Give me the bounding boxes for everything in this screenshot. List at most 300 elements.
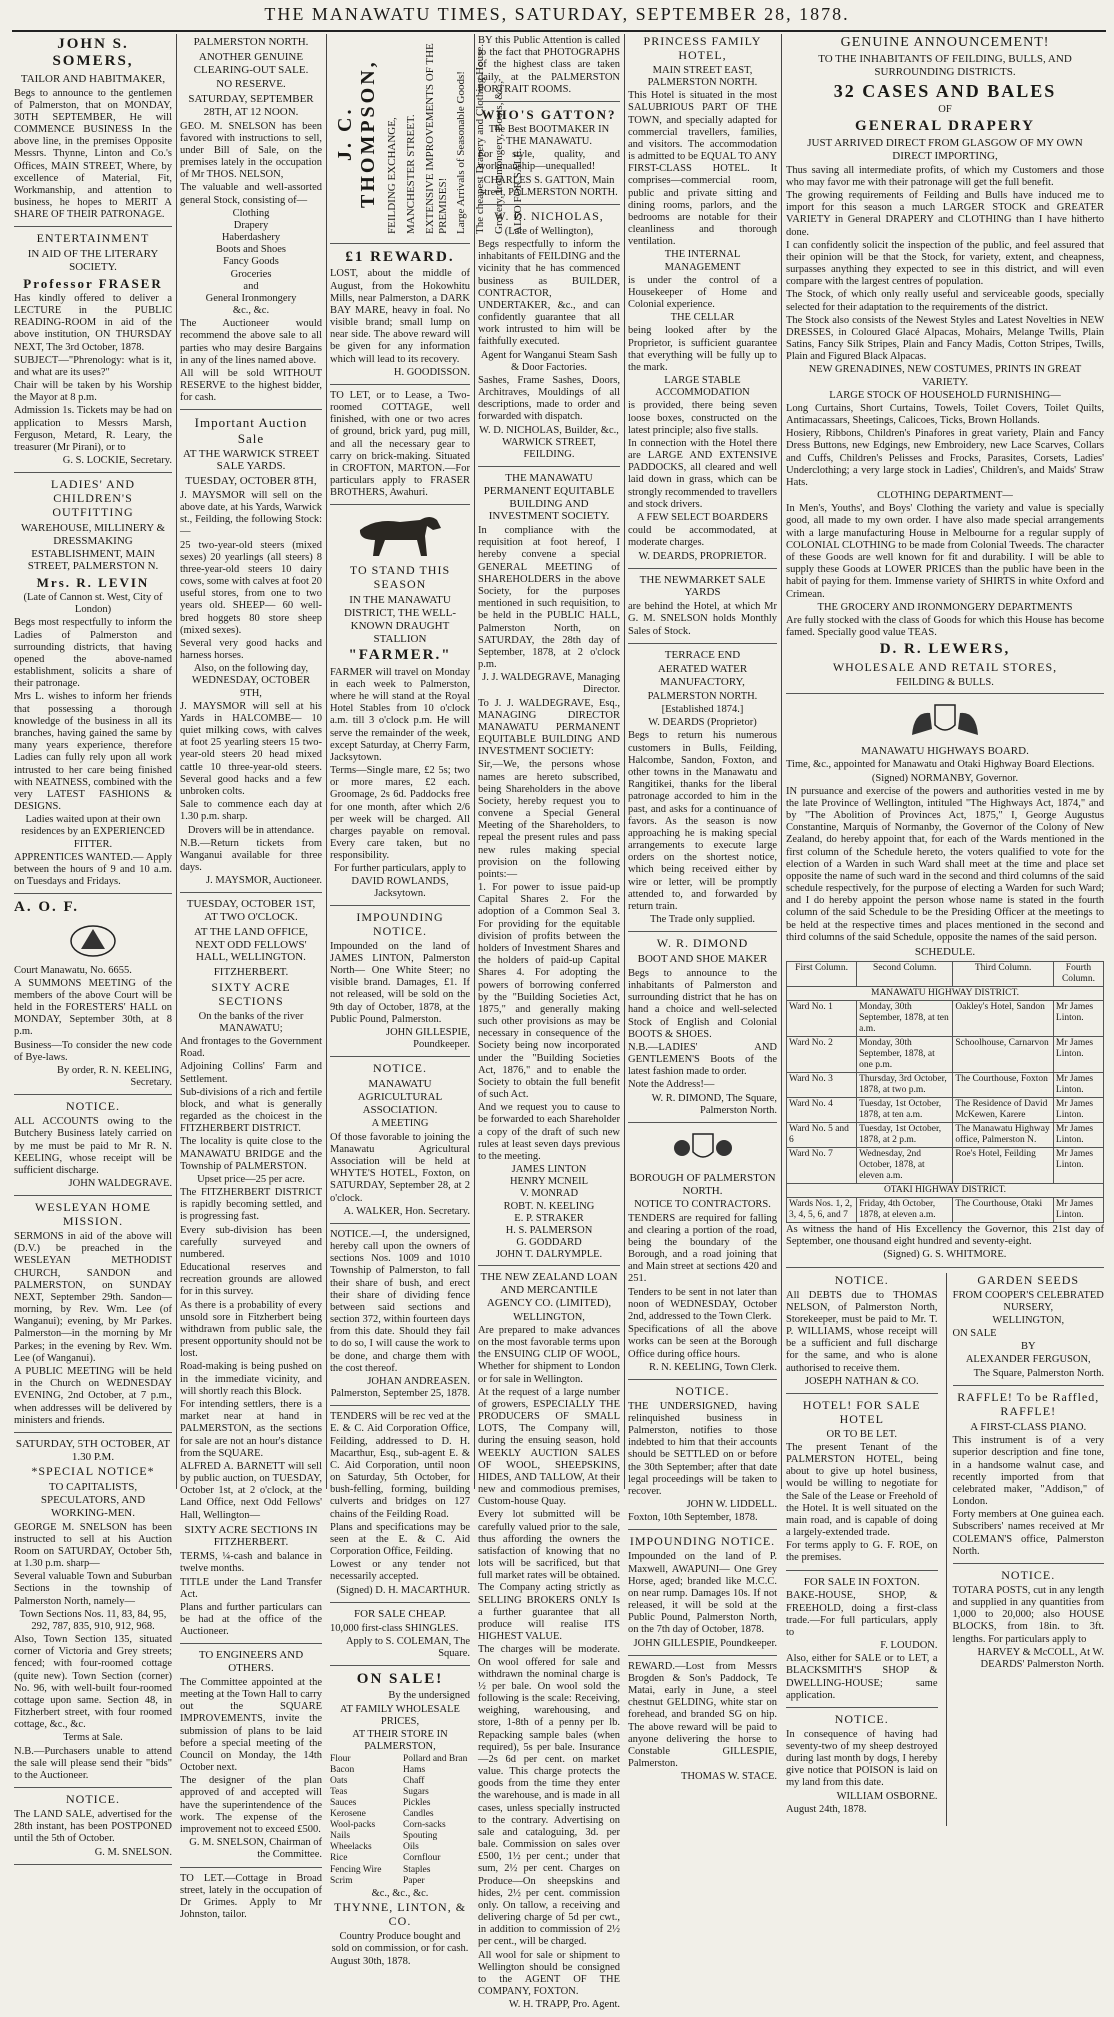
ad-body: In consequence of having had seventy-two of my sheep destroyed during last month by dogs, I hereby give notice that POISON is laid on my land from this date. <box>786 1728 938 1789</box>
ad-title: SIXTY ACRE SECTIONS <box>211 979 291 1008</box>
ad-body: In compliance with the requisition at foot hereof, I hereby convene a special GENERAL MEETING of SHAREHOLDERS in the above Society, for the purposes mentioned in such requisition, to be held in the PUBLIC HALL, Palmerston North, on SATURDAY, the 28th day of September, 1878, at 2 o'clock p.m. <box>478 525 620 671</box>
ad-title: HOTEL! FOR SALE HOTEL <box>802 1397 921 1426</box>
ad-auction-warwick <box>180 415 322 893</box>
ad-body: All wool for sale or shipment to Wellington should be consigned to the AGENT OF THE COMPANY, FOXTON. <box>478 1949 620 1998</box>
royal-arms-icon <box>900 699 990 741</box>
ad-subtitle: FEILDING & BULLS. <box>896 676 994 688</box>
ad-title: TO STAND THIS SEASON <box>349 563 451 592</box>
ad-subtitle: WELLINGTON, <box>992 1314 1065 1326</box>
ad-body: Also, on the following day, WEDNESDAY, OCTOBER 9TH, <box>191 663 311 699</box>
ad-body: This instrument is of a very superior description and fine tone, in a handsome walnut case, and recently imported from that celebrated maker, "Addison," of London. <box>952 1435 1104 1508</box>
ad-body: being looked after by the Proprietor, is sufficient guarantee that everything will be fully up to the mark. <box>628 325 777 373</box>
schedule-title: SCHEDULE. <box>914 946 976 958</box>
ad-body: TITLE under the Land Transfer Act. <box>180 1576 322 1600</box>
stock-item: Boots and Shoes <box>215 244 286 256</box>
ad-signature: JOHAN ANDREASEN. Palmerston, September 25, 1878. <box>330 1375 470 1400</box>
ad-signature: R. N. KEELING, Town Clerk. <box>649 1361 777 1373</box>
ad-body: TENDERS will be rec ved at the E. & C. Aid Corporation Office, Feilding, addressed to D. H. Macarthur, Esq., sub-agent E. & C. Aid Corporation, until noon on Saturday, 5th October, for bush-felling, forming, building culverts and bridges on 127 chains of the Feilding Road. <box>330 1411 470 1520</box>
ad-body: Has kindly offered to deliver a LECTURE in the PUBLIC READING-ROOM in aid of the above institution, ON THURSDAY NEXT, The 3rd October, 1878. <box>14 292 172 353</box>
ad-body: The present Tenant of the PALMERSTON HOTEL, being about to give up hotel business, would be willing to negotiate for the Sale of the Lease or Freehold of the Hotel. It is well situated on the main road, and is capable of doing a largely-extended trade. <box>786 1441 938 1539</box>
ad-body: LOST, about the middle of August, from the Hokowhitu Mills, near Palmerston, a DARK BAY MARE, heavy in foal. No visible brand; small lump on near side. The above reward will be given for any information which will lead to its recovery. <box>330 268 470 365</box>
ad-body: N.B.—Return tickets from Wanganui available for three days. <box>180 837 322 874</box>
ad-title: FOR SALE CHEAP. <box>354 1607 446 1620</box>
signatory: H. S. PALMERSON <box>505 1224 593 1236</box>
ad-title: NOTICE. <box>1001 1567 1056 1582</box>
table-cell: Ward No. 1 <box>787 1000 857 1036</box>
ad-subtitle: AT THE WARWICK STREET SALE YARDS. <box>183 447 319 473</box>
table-cell: The Residence of David McKewen, Karere <box>953 1097 1054 1122</box>
ad-body: Road-making is being pushed on in the immediate vicinity, and will shortly reach this Block. <box>180 1361 322 1397</box>
ad-body: All DEBTS due to THOMAS NELSON, of Palmerston North, Storekeeper, must be paid to Mr. T. P. WILLIAMS, whose receipt will be a sufficient and full discharge for the same, and who is alone authorised to receive them. <box>786 1289 938 1374</box>
ad-body: Also, Town Section 135, situated corner of Victoria and Grey streets; fenced; with four-roomed cottage (quite new). Town Section (corner) No. 96, with well-built four-roomed cottage upon same. Section 48, in Fitzherbert street, with four roomed cottage, &c., &c. <box>14 1634 172 1731</box>
ad-title: NOTICE. <box>66 1792 120 1807</box>
ad-body: is provided, there being seven loose boxes, constructed on the latest principle; also five stalls. <box>628 400 777 436</box>
ad-signature: CHARLES S. GATTON, Main street, PALMERSTON NORTH. <box>480 174 618 198</box>
ad-body: Business—To consider the new code of Bye-laws. <box>14 1039 172 1063</box>
ad-body: All will be sold WITHOUT RESERVE to the highest bidder, for cash. <box>180 367 322 404</box>
table-row <box>787 1072 1104 1097</box>
ad-body: As witness the hand of His Excellency the Governor, this 21st day of September, one thousand eight hundred and seventy-eight. <box>786 1224 1104 1248</box>
ad-title: IMPOUNDING NOTICE. <box>629 1534 776 1549</box>
table-cell: Thursday, 3rd October, 1878, at two p.m. <box>857 1072 953 1097</box>
ad-body: Impounded on the land of P. Maxwell, AWAPUNI— One Grey Horse, aged; branded like M.C.C. on near rump. Damages 10s. If not released, it will be sold at the Public Pound, Palmerston North, on the 7th day of October, 1878. <box>628 1551 777 1636</box>
goods-item: Chaff <box>403 1776 425 1787</box>
ad-signature: JOHN GILLESPIE, Poundkeeper. <box>633 1637 777 1649</box>
ad-andreasen <box>330 1229 470 1406</box>
ad-body: Begs to announce to the inhabitants of Palmerston and surrounding district that he has on hand a choice and well-selected Stock of English and Colonial BOOTS & SHOES. <box>628 967 777 1040</box>
ad-body: APPRENTICES WANTED.— Apply between the hours of 9 and 10 a.m. on Tuesdays and Fridays. <box>14 851 172 888</box>
table-cell: Ward No. 4 <box>787 1097 857 1122</box>
ad-signature: A. WALKER, Hon. Secretary. <box>343 1205 470 1217</box>
ad-body: THE UNDERSIGNED, having relinquished business in Palmerston, notifies to those indebted to him that their accounts should be SETTLED on or before the 30th September; after that date legal proceedings will be taken to recover. <box>628 1400 777 1497</box>
ad-body: Note the Address!— <box>628 1079 715 1091</box>
ad-fitzherbert <box>180 898 322 1644</box>
ad-title: TERRACE END <box>664 648 741 661</box>
ad-body: Impounded on the land of JAMES LINTON, Palmerston North— One White Steer; no visible brand. Damages, £1. If not released, will be sold on the 9th day of October, 1878, at the Public Pound, Palmerston. <box>330 940 470 1025</box>
table-cell: Mr James Linton. <box>1053 1147 1103 1183</box>
ad-signature: (Signed) NORMANBY, Governor. <box>871 772 1019 784</box>
ad-signature: (Signed) G. S. WHITMORE. <box>883 1249 1007 1261</box>
table-cell: Ward No. 2 <box>787 1036 857 1072</box>
ad-title: Important Auction Sale <box>194 415 308 446</box>
ad-body: The LAND SALE, advertised for the 28th instant, has been POSTPONED until the 5th of October. <box>14 1809 172 1845</box>
column-2 <box>180 34 323 1921</box>
ad-signature: W. H. TRAPP, Pro. Agent. <box>508 1999 620 2011</box>
column-rule <box>781 34 782 1489</box>
ad-heading: THE GROCERY AND IRONMONGERY DEPARTMENTS <box>817 601 1073 613</box>
ad-body: Drovers will be in attendance. <box>187 824 315 836</box>
ad-body: is under the control of a Housekeeper of Home and Colonial experience. <box>628 274 777 311</box>
ad-signature: J. MAYSMOR, Auctioneer. <box>206 875 322 887</box>
goods-left <box>330 1754 397 1886</box>
ad-body: TO LET, or to Lease, a Two-roomed COTTAGE, well finished, with one or two acres of ground, brick yard, pug mill, and all the necessary gear to carry on brick-making. Situated in CROFTON, MARTON.—For particulars apply to FRASER BROTHERS, Awahuri. <box>330 389 470 499</box>
ad-on-sale <box>330 1671 470 1973</box>
ad-dimond <box>628 937 777 1123</box>
goods-item: Teas <box>330 1787 348 1798</box>
ad-body: BY <box>1020 1341 1036 1353</box>
ad-title: IMPOUNDING NOTICE. <box>356 909 444 938</box>
ad-title: PRINCESS FAMILY HOTEL, <box>643 34 762 62</box>
signatory: JAMES LINTON <box>511 1164 587 1176</box>
stock-item: &c., &c. <box>232 305 270 317</box>
ad-body: TOTARA POSTS, cut in any length and supplied in any quantities from 1,000 to 20,000; also HOUSE BLOCKS, from 18in. to 3ft. lengths. For particulars apply to <box>952 1584 1104 1645</box>
ad-body: TERMS, ¼-cash and balance in twelve months. <box>180 1551 322 1575</box>
ad-impounding-2 <box>628 1535 777 1655</box>
proprietor-name: Mrs. R. LEVIN <box>36 575 150 591</box>
ad-levin <box>14 478 172 894</box>
ad-body: Ladies waited upon at their own residences by an EXPERIENCED FITTER. <box>21 814 165 850</box>
ad-subtitle: MAIN STREET EAST, PALMERSTON NORTH. <box>647 64 758 88</box>
ad-body: Every lot submitted will be carefully valued prior to the sale, thus affording the owners the satisfaction of knowing that no lots will be sacrificed, but that full market rates will be obtained. The Company acting strictly as SELLING BROKERS ONLY Is a further guarantee that all produce will realise ITS HIGHEST VALUE. <box>478 1509 620 1643</box>
ad-notice-waldegrave <box>14 1100 172 1196</box>
ad-body: J. MAYSMOR will sell at his Yards in HALCOMBE— 10 quiet milking cows, with calves at foot 25 yearling steers 15 two-year-old steers 20 head mixed cattle 10 three-year-old steers. Several good hacks and a few unbroken colts. <box>180 700 322 797</box>
ad-heading: NEW GRENADINES, NEW COSTUMES, PRINTS IN GREAT VARIETY. <box>808 364 1082 388</box>
ad-body: Admission 1s. Tickets may be had on application to Messrs Marsh, Ferguson, Metard, R. Leary, the treasurer (Mr Pirani), or to <box>14 405 172 453</box>
signatory: E. P. STRAKER <box>514 1212 584 1224</box>
goods-item: Sugars <box>403 1787 429 1798</box>
ad-title: FOR SALE IN FOXTON. <box>803 1575 920 1588</box>
column-rule <box>326 34 327 1489</box>
ad-signature: W. R. DIMOND, The Square, Palmerston North. <box>651 1092 777 1116</box>
table-cell: Ward No. 7 <box>787 1147 857 1183</box>
signatory: ROBT. N. KEELING <box>503 1200 595 1212</box>
ad-date: SATURDAY, SEPTEMBER 28TH, AT 12 NOON. <box>188 93 314 118</box>
table-header: Second Column. <box>857 961 953 986</box>
ad-title: MANAWATU HIGHWAYS BOARD. <box>861 744 1029 757</box>
table-row <box>787 1000 1104 1036</box>
ad-body: AT FAMILY WHOLESALE PRICES, <box>340 1703 460 1727</box>
goods-item: Oats <box>330 1776 348 1787</box>
ad-body: Hosiery, Ribbons, Children's Pinafores in great variety, Plain and Fancy Dress Buttons, new Edgings, new Embroidery, new Lace Scarves, Collars and Cuffs, Children's Pelisses and Frocks, Parasites, Corsets, Ladies' Underclothing; a very large stock in Ladies', Children's, and Maids' Straw Hats. <box>786 428 1104 488</box>
ad-signature: (Signed) D. H. MACARTHUR. <box>336 1584 470 1596</box>
ad-heading: A FEW SELECT BOARDERS <box>636 512 769 523</box>
stock-item: Groceries <box>230 268 272 280</box>
column-rule <box>176 34 177 1489</box>
ad-newmarket <box>628 574 777 644</box>
ad-raffle <box>953 1391 1105 1564</box>
goods-item: Flour <box>330 1754 351 1765</box>
ad-highways-board <box>786 699 1104 1268</box>
speaker-name: Professor FRASER <box>23 275 163 291</box>
ad-title: NOTICE. <box>834 1272 889 1287</box>
ad-signature: F. LOUDON. <box>880 1640 938 1652</box>
ad-body: Specifications of all the above works can be seen at the Borough Office during office hours. <box>628 1324 777 1360</box>
ad-title: SATURDAY, 5TH OCTOBER, AT 1.30 P.M. <box>15 1437 171 1463</box>
ad-heading: CLOTHING DEPARTMENT— <box>877 490 1013 502</box>
ad-body: AT THEIR STORE IN PALMERSTON, <box>352 1729 448 1753</box>
stock-item: and <box>243 280 259 292</box>
table-cell: Monday, 30th September, 1878, at ten a.m. <box>857 1000 953 1036</box>
column-4 <box>478 34 620 2011</box>
ad-body: Are fully stocked with the class of Goods for which this House has become famed. Specially good value TEAS. <box>786 614 1104 639</box>
table-cell: Tuesday, 1st October, 1878, at ten a.m. <box>857 1097 953 1122</box>
ad-body: Chair will be taken by his Worship the Mayor at 8 p.m. <box>14 380 172 404</box>
table-cell: Ward No. 3 <box>787 1072 857 1097</box>
ad-reward <box>330 249 470 385</box>
ad-body: Time, &c., appointed for Manawatu and Otaki Highway Board Elections. <box>786 759 1095 771</box>
ad-subtitle: TO THE INHABITANTS OF FEILDING, BULLS, AND SURROUNDING DISTRICTS. <box>818 53 1072 78</box>
ad-borough <box>628 1128 777 1380</box>
column-5 <box>628 34 777 1783</box>
ad-body: The Stock, of which only really useful and serviceable goods, specially selected for their adaptation to the requirements of the district. <box>786 289 1104 313</box>
stock-item: Fancy Goods <box>223 256 279 268</box>
ad-body: 1. For power to issue paid-up Capital Shares 2. For the adoption of a Common Seal 3. For providing for the equitable division of profits between the holders of Investment Shares and the holders of paid-up Capital Shares 4. For adopting the powers of borrowing conferred by the "Building Societies Act, 1875," and generally making such other provisions as may be necessary in consequence of the Society being now incorporated under the "Building Societies Act, 1876," and to enable the Society to obtain the full benefit of such Act. <box>478 882 620 1101</box>
column-6 <box>786 34 1104 1815</box>
ad-subtitle: *SPECIAL NOTICE* <box>31 1464 155 1479</box>
ad-body: Plans and further particulars can be had at the office of the Auctioneer. <box>180 1601 322 1638</box>
bottom-left <box>786 1273 938 1826</box>
ad-body: Town Sections Nos. 11, 83, 84, 95, 292, 787, 835, 910, 912, 968. <box>19 1608 167 1632</box>
table-cell: The Courthouse, Otaki <box>953 1198 1054 1223</box>
ad-signature: HARVEY & McCOLL, At W. DEARDS' Palmerston North. <box>977 1646 1104 1670</box>
ad-body: &c., &c., &c. <box>371 1887 429 1899</box>
ad-signature: J. J. WALDEGRAVE, Managing Director. <box>482 672 620 696</box>
goods-item: Candles <box>403 1809 434 1820</box>
ad-date: TUESDAY, OCTOBER 1ST, AT TWO O'CLOCK. <box>186 898 316 924</box>
ad-body: The Stock also consists of the Newest Styles and Latest Novelties in NEW DRESSES, in Coloured Glacé Alpacas, Mohairs, Melange Twills, Plain Satins, Fancy Silk Stripes, Plain and Fancy Madis, Cotton Stripes, Twills, Plain and Figured Black Alpacas. <box>786 314 1104 363</box>
ad-nicholas <box>478 210 620 467</box>
goods-item: Staples <box>403 1864 431 1875</box>
ad-subtitle: WHOLESALE AND RETAIL STORES, <box>832 659 1058 674</box>
stock-item: Haberdashery <box>221 232 281 244</box>
ad-thompson <box>330 34 524 244</box>
ad-body: Mrs L. wishes to inform her friends that possessing a thorough knowledge of the business in all its branches, having gained the same by many years experience, therefore Ladies can fully rely upon all work intrusted to her care being finished with NEATNESS, combined with the very LATEST FASHIONS & DESIGNS. <box>14 691 172 813</box>
table-cell: Friday, 4th October, 1878, at eleven a.m. <box>857 1198 953 1223</box>
ad-lewers-drapery <box>786 35 1104 694</box>
ad-reward-2 <box>628 1661 777 1789</box>
ad-body: ON SALE <box>952 1328 997 1340</box>
ad-subtitle: AERATED WATER MANUFACTORY, <box>657 663 748 689</box>
goods-item: Corn-sacks <box>403 1820 446 1831</box>
table-cell: Ward No. 5 and 6 <box>787 1122 857 1147</box>
table-row <box>787 1097 1104 1122</box>
ad-title: TO ENGINEERS AND OTHERS. <box>198 1649 304 1675</box>
ad-subtitle: By the undersigned <box>388 1690 470 1702</box>
ad-body: Begs respectfully to inform the inhabitants of FEILDING and the vicinity that he has commenced business as BUILDER, CONTRACTOR, UNDERTAKER, &c., and can confidently guarantee that all work intrusted to him will be faithfully executed. <box>478 239 620 348</box>
ad-subtitle: TAILOR AND HABITMAKER, <box>20 72 166 85</box>
ad-body: At the request of a large number of growers, ESPECIALLY THE PRODUCERS OF SMALL LOTS, The Company will, during the ensuing season, hold WEEKLY AUCTION SALES OF WOOL, SHEEPSKINS, HIDES, AND TALLOW, At their new and commodious premises, Custom-house Quay. <box>478 1386 620 1508</box>
ad-agricultural <box>330 1062 470 1224</box>
goods-item: Rice <box>330 1853 348 1864</box>
table-section-row <box>787 986 1104 1000</box>
ad-body: TO LET.—Cottage in Broad street, lately in the occupation of Dr Grimes. Apply to Mr Johnston, tailor. <box>180 1872 322 1921</box>
ad-body: FARMER will travel on Monday in each week to Palmerston, where he will stand at the Royal Hotel Stables from 10 o'clock a.m. till 3 o'clock p.m. He will serve the remainder of the week, except Saturday, at Cherry Farm, Jacksytown. <box>330 666 470 763</box>
table-row <box>787 1147 1104 1183</box>
ad-body: IN pursuance and exercise of the powers and authorities vested in me by the late Province of Wellington, intituled "The Highways Act, 1874," and by "The Abolition of Provinces Act, 1875," I, George Augustus Constantine, Marquis of Normanby, the Governor of the Colony of New Zealand, do hereby appoint that, for each of the Wards mentioned in the first column of the Schedule hereto, the voters qualified to vote for the election of a Warden in such Ward shall meet at the time and place set opposite the name of such ward in the second and third columns of the said schedule respectively, for the purpose of electing a Warden for such Ward; and I do hereby appoint the person whose name is stated in the fourth column of the said Schedule to be the Presiding Officer at the meetings to be held at the respective times and places mentioned in the second and third columns of the said Schedule, opposite the names of the said person. <box>786 785 1104 943</box>
table-cell: Mr James Linton. <box>1053 1198 1103 1223</box>
ad-signature: G. S. LOCKIE, Secretary. <box>62 455 172 467</box>
ad-subtitle: [Established 1874.] <box>661 704 744 716</box>
ad-body: The Square, Palmerston North. <box>973 1367 1104 1379</box>
goods-item: Bacon <box>330 1765 355 1776</box>
ad-title: THE MANAWATU PERMANENT EQUITABLE BUILDING AND INVESTMENT SOCIETY. <box>483 472 615 523</box>
goods-item: Wool-packs <box>330 1820 376 1831</box>
ad-body: In Men's, Youths', and Boys' Clothing the variety and value is specially good, all made to my own order. I have also made special arrangements with a large manufacturing House in Melbourne for a regular supply of COLONIAL CLOTHING to be made from Colonial Tweeds. The character of these Goods are well known for fit and durability. I will be able to supply these Goods at LOWER PRICES than the public have been in the habit of paying for them. Immense variety of SHIRTS in white Oxford and Crimean. <box>786 503 1104 600</box>
table-cell: Oakley's Hotel, Sandon <box>953 1000 1054 1036</box>
ad-liddell <box>628 1385 777 1531</box>
goods-item: Oils <box>403 1842 419 1853</box>
ad-garden-seeds <box>953 1274 1105 1386</box>
ad-body: GEO. M. SNELSON has been favored with instructions to sell, under Bill of Sale, on the premises lately in the occupation of Mr THOS. NELSON, <box>180 120 322 181</box>
ad-body: In connection with the Hotel there are LARGE AND EXTENSIVE PADDOCKS, all cleared and well laid down in grass, which can be strongly recommended to travellers and stock drivers. <box>628 437 777 510</box>
table-cell: Schoolhouse, Carnarvon <box>953 1036 1054 1072</box>
ad-princess-hotel <box>628 35 777 569</box>
ad-shingles <box>330 1608 470 1666</box>
ad-subtitle: PALMERSTON NORTH. <box>647 690 758 702</box>
ad-body: N.B.—Purchasers unable to attend the sale will please send their "bids" to the Auctioneer. <box>14 1745 172 1781</box>
ad-body: The Auctioneer would recommend the above sale to all parties who may desire Bargains in any of the lines named above. <box>180 318 322 366</box>
ad-body: Of those favorable to joining the Manawatu Agricultural Association will be held at WHYTE'S HOTEL, Foxton, on SATURDAY, September 28, at 2 o'clock. <box>330 1131 470 1204</box>
horse-icon <box>345 510 455 560</box>
ad-line: Large Arrivals of Seasonable Goods! <box>455 71 468 234</box>
ad-line: FEILDING EXCHANGE, <box>386 117 399 234</box>
ad-body: (Late of Cannon st. West, City of London) <box>23 592 163 616</box>
ad-title: RAFFLE! To be Raffled, RAFFLE! <box>957 1389 1100 1418</box>
goods-item: Spouting <box>403 1831 438 1842</box>
ad-title: JOHN S. SOMERS, <box>52 36 134 70</box>
ad-body: Several very good hacks and harness horses. <box>180 637 322 662</box>
ad-body: The locality is quite close to the MANAWATU BRIDGE and the Township of PALMERSTON. <box>180 1136 322 1172</box>
ad-body: The FITZHERBERT DISTRICT is rapidly becoming settled, and is progressing fast. <box>180 1187 322 1223</box>
ad-body: The Trade only supplied. <box>650 914 755 926</box>
ad-body: are behind the Hotel, at which Mr G. M. SNELSON holds Monthly Sales of Stock. <box>628 601 777 637</box>
goods-right <box>403 1754 470 1886</box>
ad-body: Country Produce bought and sold on commission, or for cash. <box>331 1930 469 1954</box>
ad-body: Tenders to be sent in not later than noon of WEDNESDAY, October 2nd, addressed to the Town Clerk. <box>628 1286 777 1322</box>
ad-body: REWARD.—Lost from Messrs Brogden & Son's Paddock, Te Matai, early in June, a steel chestnut GELDING, white star on forehead, and branded SG on hip. The above reward will be paid to anyone delivering the horse to Constable GILLESPIE, Palmerston. <box>628 1660 777 1770</box>
district-label: MANAWATU HIGHWAY DISTRICT. <box>787 986 1104 1000</box>
table-section-row <box>787 1184 1104 1198</box>
ad-signature: H. GOODISSON. <box>393 366 470 378</box>
table-cell: Wards Nos. 1, 2, 3, 4, 5, 6, and 7 <box>787 1198 857 1223</box>
ad-body: And frontages to the Government Road. <box>180 1036 322 1060</box>
ad-body: 25 two-year-old steers (mixed sexes) 20 yearlings (all steers) 8 three-year-old steers 10 dairy cows, some with calves at foot 20 useful stores, from one to two years old. SHEEP— 60 well-bred hoggets 80 store sheep (mixed sexes). <box>180 539 323 636</box>
ad-body: A SUMMONS MEETING of the members of the above Court will be held in the FORESTERS' HALL on MONDAY, September 30th, at 8 p.m. <box>14 977 172 1038</box>
ad-title: GENUINE ANNOUNCEMENT! <box>840 35 1050 50</box>
ad-body: The designer of the plan approved of and accepted will have the superintendence of the work. The expense of the improvement not to exceed £500. <box>180 1775 322 1835</box>
ad-body: Plans and specifications may be seen at the E. & C. Aid Corporation Office, Feilding. <box>330 1521 470 1558</box>
ad-body: Terms at Sale. <box>63 1732 123 1744</box>
ad-subtitle: NOTICE TO CONTRACTORS. <box>634 1199 771 1211</box>
table-header: First Column. <box>787 961 857 986</box>
ad-gatton <box>478 107 620 205</box>
ad-subtitle: OR TO BE LET. <box>826 1428 898 1440</box>
ad-signature: WILLIAM OSBORNE. <box>836 1790 938 1802</box>
table-cell: Wednesday, 2nd October, 1878, at eleven a.m. <box>857 1147 953 1183</box>
ad-tolet-cottage <box>180 1873 322 1927</box>
ad-signature: JOHN WALDEGRAVE. <box>68 1178 172 1190</box>
ad-signature: ALEXANDER FERGUSON, <box>965 1354 1091 1366</box>
ad-subtitle: IN AID OF THE LITERARY SOCIETY. <box>27 248 159 274</box>
table-cell: The Manawatu Highway office, Palmerston N. <box>953 1122 1054 1147</box>
ad-farmer <box>330 510 470 905</box>
ad-notice-postponed <box>14 1793 172 1865</box>
ad-title: £1 REWARD. <box>345 249 455 265</box>
ad-heading: LARGE STOCK OF HOUSEHOLD FURNISHING— <box>829 389 1061 401</box>
ad-body: Lowest or any tender not necessarily accepted. <box>330 1559 470 1583</box>
ad-body: As there is a probability of every unsold sore in Fitzherbert being withdrawn from public sale, the present opportunity should not be lost. <box>180 1299 322 1360</box>
table-row <box>787 1036 1104 1072</box>
ad-title: A. O. F. <box>14 899 80 916</box>
ad-subtitle: SIXTY ACRE SECTIONS IN FITZHERBERT. <box>184 1523 318 1549</box>
ad-body: TENDERS are required for falling and clearing a portion of the road, being the boundary of the Borough, and a road joining that and Main street at sections 420 and 251. <box>628 1212 777 1285</box>
ad-body: Upset price—25 per acre. <box>197 1173 305 1185</box>
ad-signature: G. M. SNELSON, Chairman of the Committee. <box>189 1837 322 1861</box>
ad-subtitle: A FIRST-CLASS PIANO. <box>970 1420 1087 1433</box>
ad-body: Court Manawatu, No. 6655. <box>14 964 132 976</box>
ad-subtitle: TO CAPITALISTS, SPECULATORS, AND WORKING-MEN. <box>40 1481 146 1519</box>
ad-totara <box>953 1569 1105 1676</box>
masthead-rule <box>12 30 1106 32</box>
ad-title: J. C. THOMPSON, <box>334 59 380 209</box>
ad-engineers <box>180 1649 322 1867</box>
ad-line: The cheapest Drapery and Clothing House. <box>474 44 487 234</box>
goods-item: Wheelacks <box>330 1842 372 1853</box>
ad-subtitle: BOOT AND SHOE MAKER <box>637 953 768 966</box>
ad-title: NOTICE. <box>834 1711 889 1726</box>
table-cell: Mr James Linton. <box>1053 1000 1103 1036</box>
ad-body: The Committee appointed at the meeting at the Town Hall to carry out the SQUARE IMPROVEMENTS, invite the submission of plans to be laid before a special meeting of the Council on Monday, the 14th October next. <box>180 1676 322 1774</box>
ad-subtitle: ANOTHER GENUINE CLEARING-OUT SALE. <box>193 50 309 76</box>
ad-body: For style, quality, and workmanship—unequalled! <box>478 149 620 173</box>
ad-title: ON SALE! <box>356 1671 444 1688</box>
ad-subtitle: WELLINGTON, <box>513 1311 585 1323</box>
ad-building-society <box>478 472 620 1266</box>
goods-item: Pickles <box>403 1798 431 1809</box>
ad-heading: LARGE STABLE ACCOMMODATION <box>655 375 750 399</box>
ad-body: Long Curtains, Short Curtains, Towels, Toilet Covers, Toilet Quilts, Antimacassars, Sheetings, Calicoes, Ticks, Brown Hollands. <box>786 402 1104 427</box>
ad-somers <box>14 36 172 227</box>
ad-body: The growing requirements of Feilding and Bulls have induced me to import for this season a much LARGER STOCK and GREATER VARIETY in General DRAPERY and CLOTHING than I have hitherto done. <box>786 190 1104 238</box>
ad-title: NOTICE. <box>675 1383 730 1398</box>
ad-subtitle: MANAWATU AGRICULTURAL ASSOCIATION. <box>357 1078 443 1116</box>
ad-portrait-rooms <box>478 35 620 102</box>
column-rule <box>624 34 625 1489</box>
table-cell: Monday, 30th September, 1878, at one p.m. <box>857 1036 953 1072</box>
goods-item: Pollard and Bran <box>403 1754 468 1765</box>
ad-line: ALSO FOR SALE. <box>511 148 524 234</box>
ad-hotel-sale <box>786 1399 938 1571</box>
ad-title: NOTICE. <box>373 1061 427 1076</box>
ad-aof <box>14 899 172 1095</box>
ad-body: Begs to announce to the gentlemen of Palmerston, that on MONDAY, 30TH SEPTEMBER, He will COMMENCE BUSINESS In the above line, in the premises Opposite Messrs. Thynne, Linton and Co.'s Offices, MAIN STREET, Where, by excellence of Material, Fit, Workmanship, and attention to business, he hopes to MERIT A SHARE OF THEIR PATRONAGE. <box>14 87 172 221</box>
ad-title: W. D. NICHOLAS, <box>494 208 604 223</box>
ad-body: SERMONS in aid of the above will (D.V.) be preached in the WESLEYAN METHODIST CHURCH, SANDON and PALMERSTON, on SUNDAY NEXT, September 29th. Sandon—morning, by Rev. Wm. Lee (of Wanganui); evening, by Mr Parkes. Palmerston—in the morning by Mr Parkes; in the evening by Rev. Wm. Lee (of Wanganui). <box>14 1231 172 1364</box>
coat-of-arms-icon <box>668 1128 738 1168</box>
ad-body: Forty members at One guinea each. Subscribers' names received at Mr COLEMAN'S office, Palmerston North. <box>952 1509 1104 1557</box>
ad-body: The charges will be moderate. On wool offered for sale and withdrawn the nominal charge is ½ per bale. On wool sold the following is the scale: Receiving, weighing, warehousing, and store, 1-8th of a penny per lb. Repacking sample bales (when required), 5s per bale. Insurance—2s 6d per cent. on market value. This charge protects the goods from the time they enter the warehouse, and is made in all cases, unless specially instructed to the contrary. Advertising on sale and cataloguing, 3d. per bale. Commission on sales over £500, 1½ per cent.; under that sum, 2½ per cent. Charges on Produce—On sheepskins and hides, 2½ per cent. commission only. On tallow, a receiving and delivering charge of 5d per cwt., in addition to commission of 2½ per cent., will be charged. <box>478 1644 620 1948</box>
ad-subtitle: FITZHERBERT. <box>213 966 289 979</box>
ad-aerated-water <box>628 649 777 933</box>
ad-land-sale <box>14 1438 172 1788</box>
ad-date: August 30th, 1878. <box>330 1955 411 1967</box>
ad-body: This Hotel is situated in the most SALUBRIOUS PART OF THE TOWN, and specially adapted for commercial travellers, families, and visitors. The accommodation is admitted to be EQUAL TO ANY FIRST-CLASS HOTEL. It comprises—commercial room, public and private sitting and dining rooms, parlors, and the bedrooms are notable for their cleanliness and thorough ventilation. <box>628 90 777 248</box>
district-label: OTAKI HIGHWAY DISTRICT. <box>787 1184 1104 1198</box>
ad-body: Educational reserves and recreation grounds are allowed for in this survey. <box>180 1262 322 1298</box>
table-cell: Mr James Linton. <box>1053 1122 1103 1147</box>
ad-body: Adjoining Collins' Farm and Settlement. <box>180 1061 322 1085</box>
ad-subtitle: OF <box>938 103 952 115</box>
stock-item: Clothing <box>232 207 270 219</box>
ad-signature: By order, R. N. KEELING, Secretary. <box>56 1065 172 1089</box>
ad-body: For intending settlers, there is a market near at hand in PALMERSTON, as the sections for sale are not an hour's distance from the SQUARE. <box>180 1399 322 1459</box>
ad-subtitle: AT THE LAND OFFICE, NEXT ODD FELLOWS' HALL, WELLINGTON. <box>194 925 308 964</box>
goods-item: Hams <box>403 1765 426 1776</box>
ad-signature: W. D. NICHOLAS, Builder, &c., WARWICK STREET, FEILDING. <box>479 424 619 460</box>
ad-nelson-debts <box>786 1274 938 1394</box>
table-cell: Tuesday, 1st October, 1878, at 2 p.m. <box>857 1122 953 1147</box>
ad-title: PALMERSTON NORTH. <box>193 36 309 48</box>
